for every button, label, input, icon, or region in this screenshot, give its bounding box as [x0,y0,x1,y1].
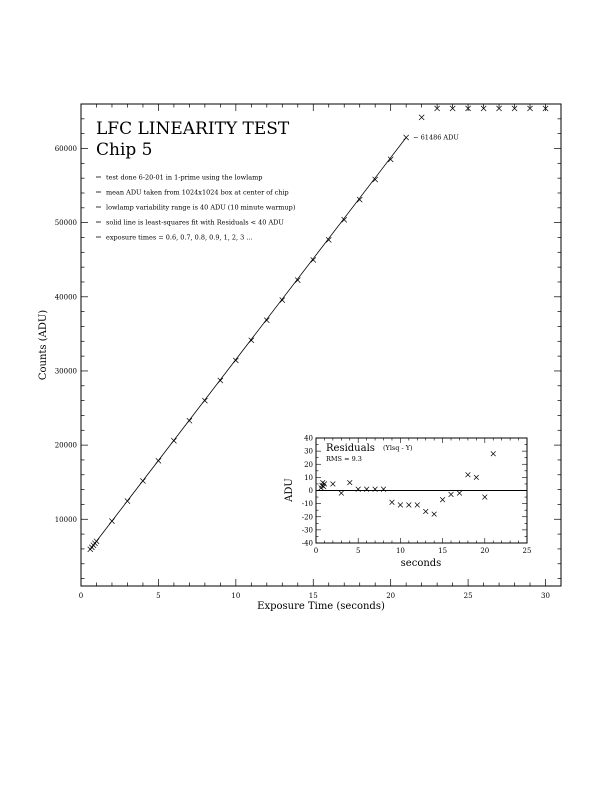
main-x-tick-label-3: 15 [308,592,318,600]
res-x-tick-label-3: 15 [438,547,448,555]
main-point-10 [187,418,192,423]
main-y-tick-label-3: 40000 [54,293,77,302]
main-y-tick-label-4: 50000 [54,219,77,228]
main-x-tick-label-2: 10 [231,592,241,600]
main-point-14 [249,338,254,343]
main-x-tick-label-6: 30 [541,592,550,600]
res-y-tick-label-0: -40 [301,539,313,548]
residuals-x-axis-label: seconds [400,558,442,569]
main-x-tick-label-5: 25 [463,592,473,600]
res-y-tick-label-7: 30 [304,447,313,456]
main-y-tick-label-5: 60000 [54,144,77,153]
main-subtitle: Chip 5 [96,140,153,160]
main-y-tick-label-1: 20000 [54,441,77,450]
res-y-tick-label-4: 0 [308,487,313,495]
main-y-axis-label: Counts (ADU) [38,309,49,381]
main-point-13 [233,358,238,363]
main-x-tick-label-0: 0 [78,592,84,600]
main-point-11 [202,398,207,403]
main-point-6 [125,498,130,503]
residuals-subtitle: (Ylsq - Y) [383,444,413,452]
res-y-tick-label-1: -30 [301,526,313,535]
res-y-tick-label-6: 20 [304,460,313,469]
res-x-tick-label-1: 5 [355,547,361,555]
res-x-tick-label-4: 20 [480,547,490,555]
residuals-y-axis-label: ADU [284,478,295,502]
note-3: lowlamp variability range is 40 ADU (10 minute warmup) [106,203,296,212]
main-point-25 [419,115,424,120]
main-point-15 [264,318,269,323]
main-point-9 [171,438,176,443]
note-5: exposure times = 0.6, 0.7, 0.8, 0.9, 1, 2, 3 ... [106,233,253,242]
main-title: LFC LINEARITY TEST [96,119,290,139]
res-x-tick-label-5: 25 [522,547,532,555]
main-y-tick-label-2: 30000 [54,367,77,376]
res-y-tick-label-2: -20 [301,513,313,522]
main-x-tick-label-1: 5 [156,592,161,600]
res-x-tick-label-0: 0 [313,547,319,555]
main-x-axis-label: Exposure Time (seconds) [257,601,385,612]
residuals-rms: RMS = 9.3 [326,455,362,463]
saturation-annotation: ~ 61486 ADU [413,133,459,142]
res-y-tick-label-5: 10 [304,473,313,482]
main-point-12 [218,378,223,383]
res-x-tick-label-2: 10 [395,547,405,555]
main-point-4 [94,539,99,544]
note-4: solid line is least-squares fit with Residuals < 40 ADU [106,218,284,227]
res-y-tick-label-8: 40 [304,434,313,443]
main-y-tick-label-0: 10000 [54,515,77,524]
main-x-tick-label-4: 20 [386,592,396,600]
main-point-7 [140,478,145,483]
main-notes [96,174,296,242]
main-point-24 [404,135,409,140]
note-2: mean ADU taken from 1024x1024 box at center of chip [106,188,289,197]
main-point-5 [109,519,114,524]
main-point-8 [156,458,161,463]
residuals-title: Residuals [326,443,375,454]
note-1: test done 6-20-01 in 1-prime using the lowlamp [106,173,263,182]
res-y-tick-label-3: -10 [301,500,313,509]
